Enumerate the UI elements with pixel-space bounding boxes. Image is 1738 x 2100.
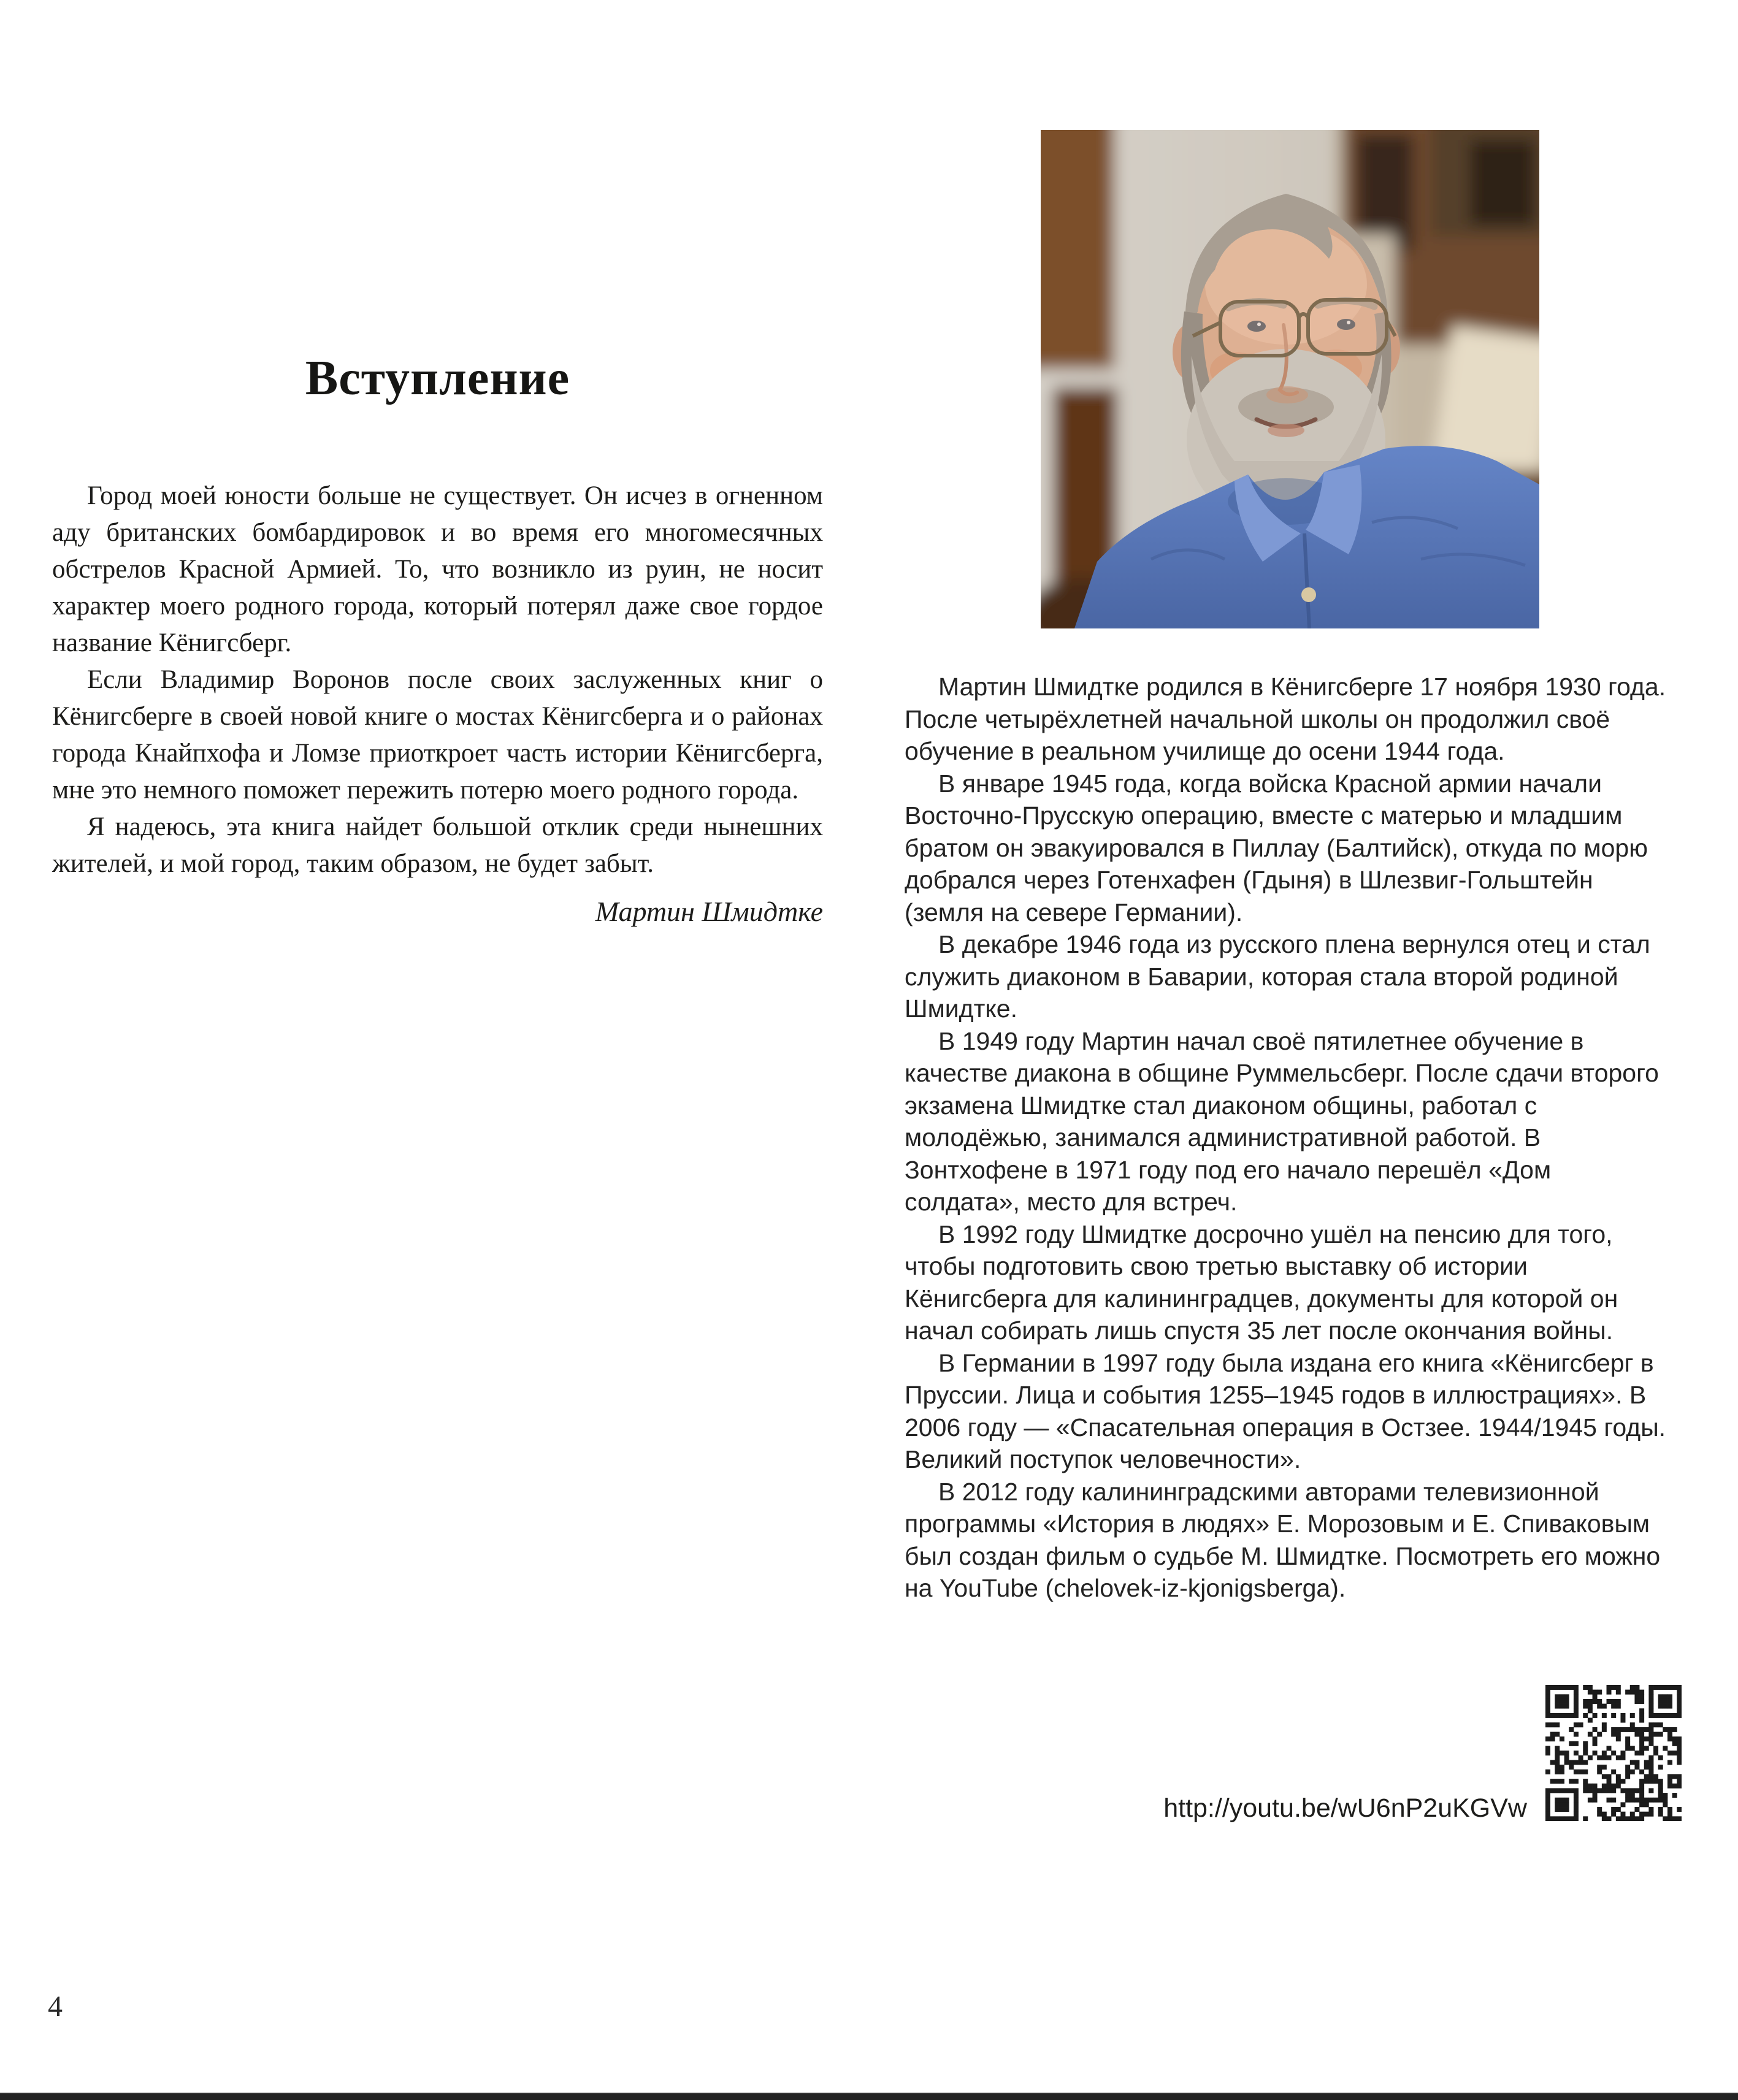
bio-paragraph: В Германии в 1997 году была издана его книга «Кёнигсберг в Пруссии. Лица и события 1255–1945 годов в иллюстрациях». В 2006 году — «Спасательная операция в Остзее. 1944/1945 годы. Великий поступок человечности». xyxy=(905,1348,1666,1473)
video-url: http://youtu.be/wU6nP2uKGVw xyxy=(1163,1793,1527,1823)
glasses xyxy=(1193,300,1395,356)
page-bottom-edge xyxy=(0,2092,1738,2100)
bio-paragraph: В декабре 1946 года из русского плена вернулся отец и стал служить диаконом в Баварии, которая стала второй родиной Шмидтке. xyxy=(905,930,1650,1023)
intro-paragraph: Город моей юности больше не существует. Он исчез в огненном аду британских бомбардировок и во время его многомесячных обстрелов Красной Армией. То, что возникло из руин, не носит характер моего родного города, который потерял даже свое гордое название Кёнигсберг. xyxy=(52,481,823,657)
bio-paragraph: В 1992 году Шмидтке досрочно ушёл на пенсию для того, чтобы подготовить свою третью выставку об истории Кёнигсберга для калининградцев, документы для которой он начал собирать лишь спустя 35 лет после окончания войны. xyxy=(905,1220,1618,1345)
bio-paragraph: Мартин Шмидтке родился в Кёнигсберге 17 ноября 1930 года. После четырёхлетней начальной школы он продолжил своё обучение в реальном училище до осени 1944 года. xyxy=(905,673,1666,765)
page-number: 4 xyxy=(48,1990,63,2023)
qr-code xyxy=(1545,1685,1682,1821)
portrait-photo xyxy=(1041,130,1539,628)
author-signature: Мартин Шмидтке xyxy=(595,896,823,927)
page-title: Вступление xyxy=(305,351,570,405)
intro-paragraph: Я надеюсь, эта книга найдет большой отклик среди нынешних жителей, и мой город, таким образом, не будет забыт. xyxy=(52,812,823,878)
bio-column xyxy=(905,671,1673,1605)
portrait-photo-illustration xyxy=(1041,130,1539,628)
intro-paragraph: Если Владимир Воронов после своих заслуженных книг о Кёнигсберге в своей новой книге о мостах Кёнигсберга и о районах города Кнайпхофа и Ломзе приоткроет часть истории Кёнигсберга, мне это немного поможет пережить потерю моего родного города. xyxy=(52,665,823,804)
bio-paragraph: В 1949 году Мартин начал своё пятилетнее обучение в качестве диакона в общине Руммельсберг. После сдачи второго экзамена Шмидтке стал диаконом общины, работал с молодёжью, занимался административной работой. В Зонтхофене в 1971 году под его начало перешёл «Дом солдата», место для встреч. xyxy=(905,1026,1659,1216)
bio-paragraph: В январе 1945 года, когда войска Красной армии начали Восточно-Прусскую операцию, вместе с матерью и младшим братом он эвакуировался в Пиллау (Балтийск), откуда по морю добрался через Готенхафен (Гдыня) в Шлезвиг-Гольштейн (земля на севере Германии). xyxy=(905,769,1648,926)
bio-paragraph: В 2012 году калининградскими авторами телевизионной программы «История в людях» Е. Морозовым и Е. Спиваковым был создан фильм о судьбе М. Шмидтке. Посмотреть его можно на YouTube (chelovek-iz-kjonigsberga). xyxy=(905,1477,1661,1602)
intro-column xyxy=(52,353,823,930)
